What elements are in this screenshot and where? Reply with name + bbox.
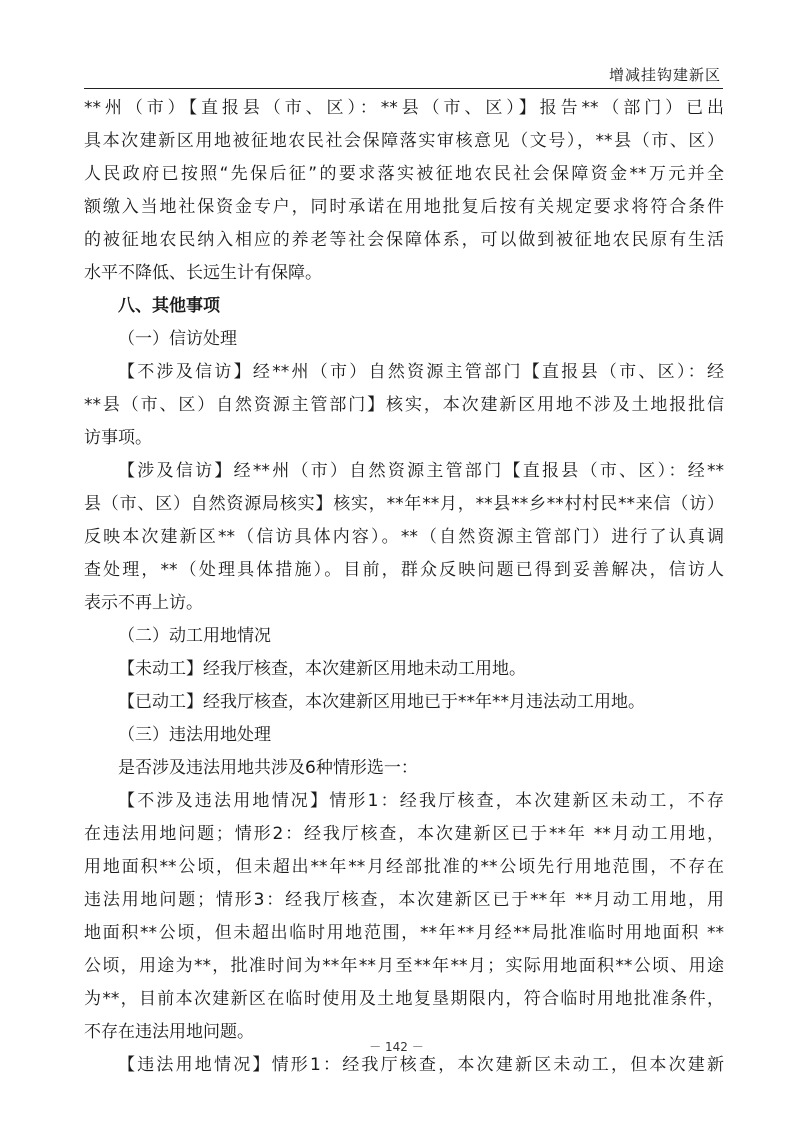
text-line: 在违法用地问题；情形2：经我厅核查，本次建新区已于**年 **月动工用地， bbox=[84, 824, 724, 844]
text-line: 【不涉及违法用地情况】情形1：经我厅核查，本次建新区未动工，不存 bbox=[118, 791, 724, 811]
text-line: 【已动工】经我厅核查，本次建新区用地已于**年**月违法动工用地。 bbox=[118, 692, 645, 712]
page-number: － 142 － bbox=[369, 1040, 424, 1054]
text-line: 水平不降低、长远生计有保障。 bbox=[84, 263, 322, 283]
text-line: 【违法用地情况】情形1：经我厅核查，本次建新区未动工，但本次建新 bbox=[118, 1055, 724, 1075]
subsection-heading: （一）信访处理 bbox=[118, 329, 237, 349]
text-line: 不存在违法用地问题。 bbox=[84, 1022, 254, 1042]
text-line: 公顷，用途为**，批准时间为**年**月至**年**月；实际用地面积**公顷、用途 bbox=[84, 956, 724, 976]
text-line: 是否涉及违法用地共涉及6种情形选一： bbox=[118, 758, 418, 778]
text-line: 【涉及信访】经**州（市）自然资源主管部门【直报县（市、区）：经** bbox=[118, 461, 724, 481]
text-line: 的被征地农民纳入相应的养老等社会保障体系，可以做到被征地农民原有生活 bbox=[84, 230, 724, 250]
text-line: **县（市、区）自然资源主管部门】核实，本次建新区用地不涉及土地报批信 bbox=[84, 395, 724, 415]
text-line: 人民政府已按照“先保后征”的要求落实被征地农民社会保障资金**万元并全 bbox=[84, 164, 724, 184]
section-heading: 八、其他事项 bbox=[118, 296, 220, 316]
text-line: 表示不再上访。 bbox=[84, 593, 203, 613]
running-header-title: 增减挂钩建新区 bbox=[608, 66, 721, 84]
text-line: 地面积**公顷，但未超出临时用地范围，**年**月经**局批准临时用地面积 ** bbox=[84, 923, 724, 943]
text-line: 反映本次建新区**（信访具体内容）。**（自然资源主管部门）进行了认真调 bbox=[84, 527, 724, 547]
text-line: 为**，目前本次建新区在临时使用及土地复垦期限内，符合临时用地批准条件， bbox=[84, 989, 724, 1009]
subsection-heading: （二）动工用地情况 bbox=[118, 626, 271, 646]
text-line: 访事项。 bbox=[84, 428, 152, 448]
text-line: 【未动工】经我厅核查，本次建新区用地未动工用地。 bbox=[118, 659, 526, 679]
text-line: 县（市、区）自然资源局核实】核实，**年**月，**县**乡**村村民**来信（访） bbox=[84, 494, 724, 514]
text-line: 【不涉及信访】经**州（市）自然资源主管部门【直报县（市、区）：经 bbox=[118, 362, 724, 382]
text-line: 具本次建新区用地被征地农民社会保障落实审核意见（文号），**县（市、区） bbox=[84, 131, 724, 151]
header-rule bbox=[84, 88, 723, 89]
text-line: **州（市）【直报县（市、区）：**县（市、区）】报告**（部门）已出 bbox=[84, 98, 724, 118]
text-line: 额缴入当地社保资金专户，同时承诺在用地批复后按有关规定要求将符合条件 bbox=[84, 197, 724, 217]
document-body bbox=[84, 92, 724, 1082]
text-line: 违法用地问题；情形3：经我厅核查，本次建新区已于**年 **月动工用地，用 bbox=[84, 890, 724, 910]
text-line: 查处理，**（处理具体措施）。目前，群众反映问题已得到妥善解决，信访人 bbox=[84, 560, 724, 580]
subsection-heading: （三）违法用地处理 bbox=[118, 725, 271, 745]
text-line: 用地面积**公顷，但未超出**年**月经部批准的**公顷先行用地范围，不存在 bbox=[84, 857, 724, 877]
